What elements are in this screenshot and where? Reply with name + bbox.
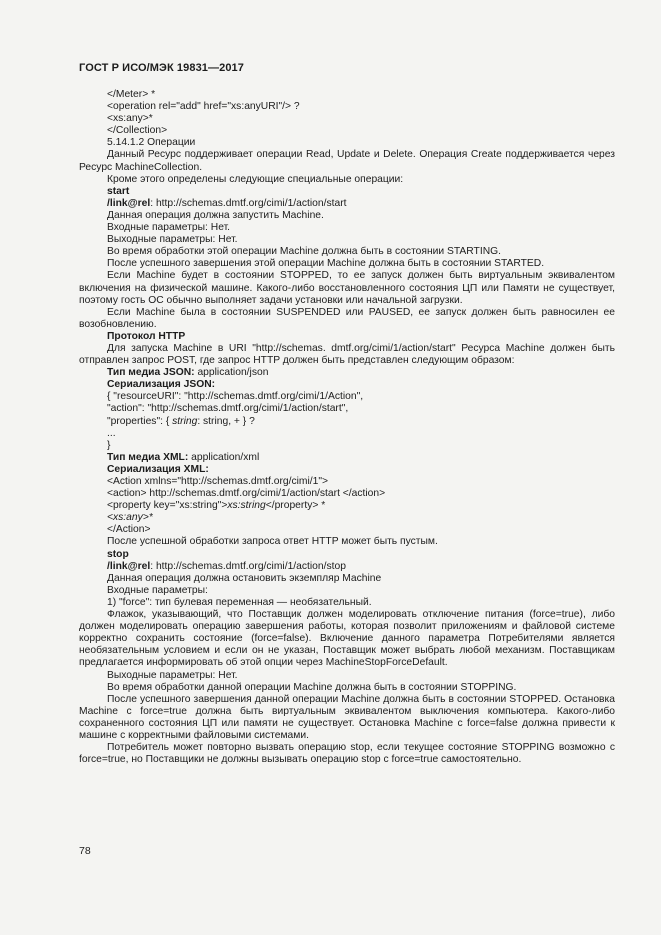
text-run: Тип медиа XML: [107, 451, 189, 463]
paragraph: Флажок, указывающий, что Поставщик должен моделировать отключение питания (force=true), либо должен моделировать операцию завершения работы, которая позволит приложениям и файловой системе корректно сохранить состояние (force=false). Включение данного параметра Потребителями является необязательным условием и если он не указан, Поставщик может выбрать любой механизм. Поставщикам предлагается информировать об этой опции через MachineStopForceDefault. [79, 609, 615, 669]
paragraph [79, 561, 615, 573]
paragraph: start [107, 185, 130, 197]
paragraph: <operation rel="add" href="xs:anyURI"/> ? [107, 101, 300, 113]
paragraph: Сериализация XML: [107, 463, 209, 475]
text-run: application/xml [188, 451, 260, 463]
paragraph: После успешной обработки запроса ответ HTTP может быть пустым. [107, 536, 438, 548]
paragraph: Во время обработки этой операции Machine должна быть в состоянии STARTING. [107, 246, 502, 258]
paragraph: После успешного завершения этой операции Machine должна быть в состоянии STARTED. [107, 258, 545, 270]
text-run: : string, + } ? [197, 415, 255, 427]
paragraph: } [107, 439, 111, 451]
text-run: Тип медиа JSON: [107, 367, 195, 379]
paragraph: Входные параметры: [107, 584, 208, 596]
paragraph: <Action xmlns="http://schemas.dmtf.org/cimi/1"> [107, 476, 329, 487]
paragraph [79, 416, 615, 428]
paragraph: ... [107, 427, 116, 439]
paragraph: Для запуска Machine в URI "http://schemas. dmtf.org/cimi/1/action/start" Ресурса Machine должен быть отправлен запрос POST, где запрос HTTP должен быть представлен следующим образом: [79, 342, 615, 367]
text-run: </property> * [265, 500, 326, 512]
paragraph: <xs:any>* [107, 113, 153, 125]
text-run: <property key="xs:string"> [107, 500, 228, 512]
paragraph: Сериализация JSON: [107, 379, 216, 391]
text-run: : http://schemas.dmtf.org/cimi/1/action/start [150, 197, 347, 209]
paragraph: </Meter> * [107, 89, 156, 100]
paragraph: 5.14.1.2 Операции [107, 137, 196, 149]
paragraph: Кроме этого определены следующие специальные операции: [107, 173, 404, 185]
text-run: /link@rel [107, 560, 151, 572]
paragraph: Входные параметры: Нет. [107, 222, 231, 234]
paragraph [79, 198, 615, 210]
paragraph: Если Machine была в состоянии SUSPENDED или PAUSED, ее запуск должен быть равносилен ее возобновлению. [79, 306, 615, 330]
text-run: /link@rel [107, 197, 151, 209]
paragraph: Выходные параметры: Нет. [107, 234, 238, 246]
paragraph: Выходные параметры: Нет. [107, 669, 238, 681]
paragraph: </Collection> [107, 125, 168, 137]
paragraph: { "resourceURI": "http://schemas.dmtf.org/cimi/1/Action", [107, 391, 364, 403]
paragraph [79, 367, 615, 379]
paragraph: После успешного завершения данной операции Machine должна быть в состоянии STOPPED. Остановка Machine с force=true должна быть виртуальным эквивалентом выключения компьютера. Какого-либо сохраненного состояния ЦП или памяти не существует. Остановка Machine с force=false должна привести к машине с корректными файловыми системами. [79, 693, 615, 741]
page-number: 78 [79, 845, 91, 857]
paragraph: Протокол HTTP [107, 330, 186, 342]
page-header: ГОСТ Р ИСО/МЭК 19831—2017 [79, 62, 244, 74]
text-run: "properties": { [107, 415, 173, 427]
paragraph: Данная операция должна остановить экземпляр Machine [107, 572, 382, 584]
paragraph [79, 452, 615, 464]
paragraph: stop [107, 548, 129, 560]
paragraph: 1) "force": тип булевая переменная — необязательный. [107, 596, 372, 608]
text-run: application/json [194, 367, 269, 379]
paragraph: Потребитель может повторно вызвать операцию stop, если текущее состояние STOPPING возможно с force=true, но Поставщики не должны вызывать операцию stop с force=true самостоятельно. [79, 742, 615, 766]
paragraph: "action": "http://schemas.dmtf.org/cimi/1/action/start", [107, 403, 349, 415]
text-run: string [172, 415, 198, 427]
text-run: xs:string [227, 500, 266, 512]
document-body [79, 89, 615, 766]
paragraph [79, 500, 615, 512]
paragraph: Данная операция должна запустить Machine. [107, 209, 324, 221]
paragraph: </Action> [107, 524, 151, 536]
paragraph: Данный Ресурс поддерживает операции Read, Update и Delete. Операция Create поддерживается через Ресурс MachineCollection. [79, 149, 615, 173]
paragraph: <xs:any>* [107, 512, 153, 524]
paragraph: Если Machine будет в состоянии STOPPED, то ее запуск должен быть виртуальным эквивалентом включения на физической машине. Какого-либо восстановленного состояния ЦП или Памяти не существует, поэтому гость ОС обычно выполняет задачи установки или начальной загрузки. [79, 270, 615, 306]
text-run: : http://schemas.dmtf.org/cimi/1/action/stop [150, 560, 346, 572]
paragraph: <action> http://schemas.dmtf.org/cimi/1/action/start </action> [107, 488, 386, 500]
paragraph: Во время обработки данной операции Machine должна быть в состоянии STOPPING. [107, 681, 517, 693]
